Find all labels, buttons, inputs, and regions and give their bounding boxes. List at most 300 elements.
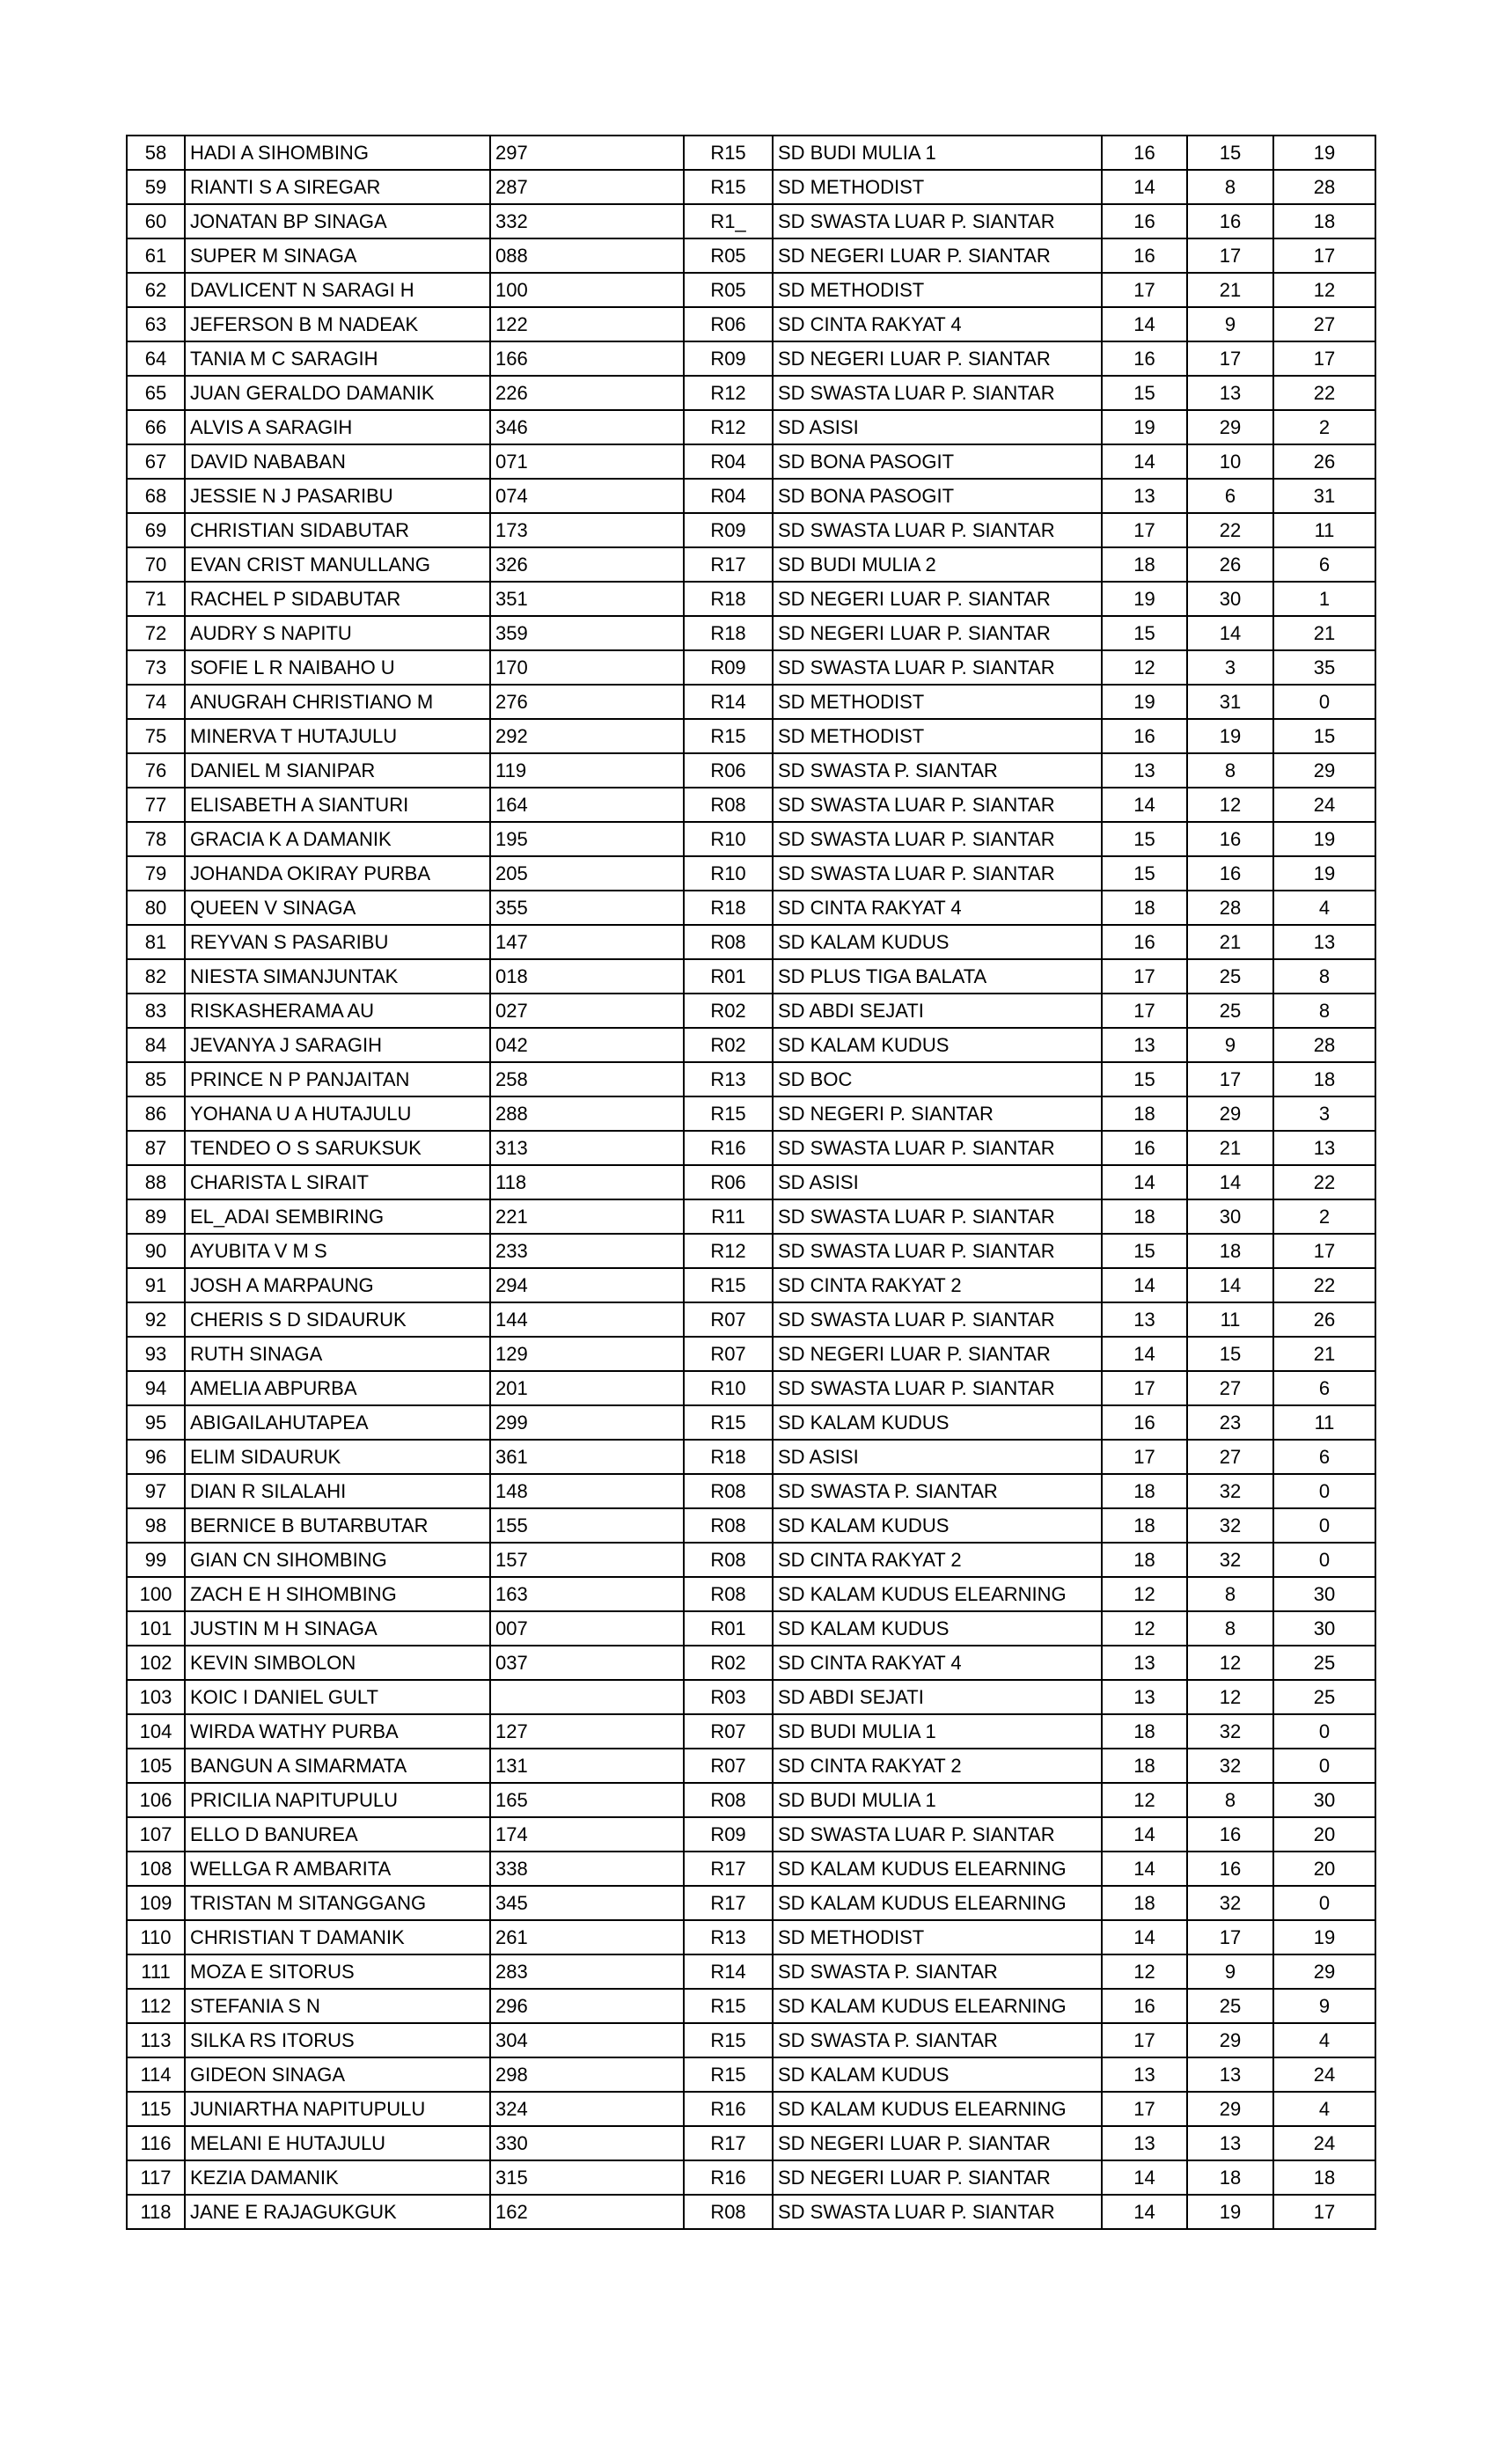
cell-score-2: 17	[1187, 1920, 1273, 1954]
cell-room: R06	[684, 307, 773, 341]
cell-school: SD NEGERI LUAR P. SIANTAR	[773, 1337, 1102, 1371]
cell-score-2: 23	[1187, 1405, 1273, 1440]
cell-name: JEVANYA J SARAGIH	[185, 1028, 490, 1062]
cell-score-2: 13	[1187, 2057, 1273, 2092]
cell-code: 346	[490, 410, 684, 444]
cell-school: SD SWASTA LUAR P. SIANTAR	[773, 2195, 1102, 2229]
cell-score-1: 14	[1102, 1337, 1187, 1371]
cell-number: 97	[127, 1474, 185, 1508]
table-row	[127, 788, 1375, 822]
table-row	[127, 1577, 1375, 1611]
cell-score-2: 25	[1187, 994, 1273, 1028]
cell-score-1: 15	[1102, 1062, 1187, 1096]
cell-score-2: 19	[1187, 2195, 1273, 2229]
cell-school: SD SWASTA LUAR P. SIANTAR	[773, 822, 1102, 856]
cell-score-1: 19	[1102, 582, 1187, 616]
cell-code: 174	[490, 1817, 684, 1852]
cell-school: SD SWASTA LUAR P. SIANTAR	[773, 513, 1102, 547]
cell-score-2: 8	[1187, 1611, 1273, 1646]
cell-name: ELIM SIDAURUK	[185, 1440, 490, 1474]
cell-code: 298	[490, 2057, 684, 2092]
cell-score-3: 0	[1273, 1749, 1375, 1783]
cell-score-3: 0	[1273, 1886, 1375, 1920]
cell-name: EL_ADAI SEMBIRING	[185, 1199, 490, 1234]
cell-room: R16	[684, 2092, 773, 2126]
cell-score-1: 19	[1102, 685, 1187, 719]
table-row	[127, 2126, 1375, 2160]
cell-name: GIDEON SINAGA	[185, 2057, 490, 2092]
cell-score-2: 12	[1187, 788, 1273, 822]
cell-score-2: 29	[1187, 1096, 1273, 1131]
cell-score-1: 13	[1102, 479, 1187, 513]
cell-number: 78	[127, 822, 185, 856]
cell-name: DAVLICENT N SARAGI H	[185, 273, 490, 307]
cell-score-1: 14	[1102, 444, 1187, 479]
cell-score-3: 6	[1273, 1440, 1375, 1474]
cell-score-1: 17	[1102, 513, 1187, 547]
cell-school: SD SWASTA LUAR P. SIANTAR	[773, 788, 1102, 822]
cell-name: REYVAN S PASARIBU	[185, 925, 490, 959]
table-row	[127, 1405, 1375, 1440]
cell-score-2: 28	[1187, 891, 1273, 925]
cell-room: R18	[684, 616, 773, 650]
cell-score-2: 15	[1187, 136, 1273, 170]
cell-name: JUSTIN M H SINAGA	[185, 1611, 490, 1646]
cell-school: SD SWASTA LUAR P. SIANTAR	[773, 204, 1102, 238]
cell-score-2: 18	[1187, 2160, 1273, 2195]
cell-number: 106	[127, 1783, 185, 1817]
cell-score-1: 18	[1102, 1474, 1187, 1508]
cell-name: JUNIARTHA NAPITUPULU	[185, 2092, 490, 2126]
cell-room: R08	[684, 1783, 773, 1817]
cell-score-1: 15	[1102, 616, 1187, 650]
cell-room: R08	[684, 1508, 773, 1543]
cell-name: JANE E RAJAGUKGUK	[185, 2195, 490, 2229]
cell-name: BANGUN A SIMARMATA	[185, 1749, 490, 1783]
table-row	[127, 170, 1375, 204]
cell-room: R15	[684, 1989, 773, 2023]
cell-name: RISKASHERAMA AU	[185, 994, 490, 1028]
cell-code: 119	[490, 753, 684, 788]
cell-score-3: 29	[1273, 1954, 1375, 1989]
cell-code: 071	[490, 444, 684, 479]
cell-name: ALVIS A SARAGIH	[185, 410, 490, 444]
cell-name: HADI A SIHOMBING	[185, 136, 490, 170]
cell-school: SD KALAM KUDUS	[773, 2057, 1102, 2092]
cell-school: SD SWASTA LUAR P. SIANTAR	[773, 1234, 1102, 1268]
cell-name: DANIEL M SIANIPAR	[185, 753, 490, 788]
cell-room: R13	[684, 1920, 773, 1954]
cell-number: 83	[127, 994, 185, 1028]
cell-score-1: 17	[1102, 1371, 1187, 1405]
table-row	[127, 1062, 1375, 1096]
cell-number: 105	[127, 1749, 185, 1783]
cell-school: SD KALAM KUDUS ELEARNING	[773, 1577, 1102, 1611]
cell-number: 82	[127, 959, 185, 994]
cell-school: SD NEGERI LUAR P. SIANTAR	[773, 238, 1102, 273]
cell-code: 162	[490, 2195, 684, 2229]
table-row	[127, 582, 1375, 616]
table-row	[127, 307, 1375, 341]
cell-code: 355	[490, 891, 684, 925]
cell-score-2: 17	[1187, 238, 1273, 273]
table-row	[127, 273, 1375, 307]
cell-room: R15	[684, 2057, 773, 2092]
cell-score-3: 12	[1273, 273, 1375, 307]
cell-name: KEZIA DAMANIK	[185, 2160, 490, 2195]
cell-score-3: 13	[1273, 925, 1375, 959]
cell-school: SD CINTA RAKYAT 4	[773, 1646, 1102, 1680]
cell-school: SD CINTA RAKYAT 4	[773, 307, 1102, 341]
cell-name: JONATAN BP SINAGA	[185, 204, 490, 238]
table-row	[127, 1302, 1375, 1337]
cell-school: SD ABDI SEJATI	[773, 994, 1102, 1028]
cell-room: R03	[684, 1680, 773, 1714]
cell-score-3: 4	[1273, 2023, 1375, 2057]
cell-code: 164	[490, 788, 684, 822]
cell-room: R08	[684, 925, 773, 959]
cell-code: 338	[490, 1852, 684, 1886]
cell-score-3: 2	[1273, 1199, 1375, 1234]
cell-school: SD NEGERI LUAR P. SIANTAR	[773, 616, 1102, 650]
cell-number: 94	[127, 1371, 185, 1405]
cell-name: MOZA E SITORUS	[185, 1954, 490, 1989]
cell-name: SILKA RS ITORUS	[185, 2023, 490, 2057]
cell-score-3: 2	[1273, 410, 1375, 444]
cell-score-2: 8	[1187, 170, 1273, 204]
cell-score-2: 9	[1187, 307, 1273, 341]
table-row	[127, 994, 1375, 1028]
cell-number: 58	[127, 136, 185, 170]
cell-room: R12	[684, 410, 773, 444]
cell-room: R06	[684, 1165, 773, 1199]
cell-score-1: 16	[1102, 238, 1187, 273]
cell-score-2: 9	[1187, 1954, 1273, 1989]
table-row	[127, 685, 1375, 719]
cell-score-1: 18	[1102, 1886, 1187, 1920]
cell-score-2: 16	[1187, 822, 1273, 856]
cell-number: 101	[127, 1611, 185, 1646]
table-row	[127, 891, 1375, 925]
table-row	[127, 2160, 1375, 2195]
cell-score-1: 15	[1102, 822, 1187, 856]
cell-number: 67	[127, 444, 185, 479]
cell-name: GIAN CN SIHOMBING	[185, 1543, 490, 1577]
cell-school: SD KALAM KUDUS	[773, 1028, 1102, 1062]
cell-room: R17	[684, 2126, 773, 2160]
cell-room: R02	[684, 994, 773, 1028]
cell-score-2: 32	[1187, 1749, 1273, 1783]
cell-score-3: 24	[1273, 2057, 1375, 2092]
cell-school: SD KALAM KUDUS ELEARNING	[773, 1989, 1102, 2023]
cell-code: 074	[490, 479, 684, 513]
cell-score-1: 17	[1102, 2092, 1187, 2126]
cell-school: SD METHODIST	[773, 685, 1102, 719]
cell-score-1: 16	[1102, 341, 1187, 376]
cell-score-3: 0	[1273, 1543, 1375, 1577]
cell-score-1: 13	[1102, 1680, 1187, 1714]
cell-number: 72	[127, 616, 185, 650]
cell-number: 77	[127, 788, 185, 822]
cell-score-2: 17	[1187, 341, 1273, 376]
cell-school: SD ABDI SEJATI	[773, 1680, 1102, 1714]
cell-room: R14	[684, 685, 773, 719]
cell-score-2: 21	[1187, 273, 1273, 307]
cell-code: 361	[490, 1440, 684, 1474]
table-row	[127, 136, 1375, 170]
cell-school: SD NEGERI P. SIANTAR	[773, 1096, 1102, 1131]
table-row	[127, 1680, 1375, 1714]
cell-code: 332	[490, 204, 684, 238]
cell-score-2: 31	[1187, 685, 1273, 719]
table-row	[127, 1646, 1375, 1680]
cell-name: AYUBITA V M S	[185, 1234, 490, 1268]
cell-number: 75	[127, 719, 185, 753]
cell-score-2: 29	[1187, 410, 1273, 444]
cell-name: KOIC I DANIEL GULT	[185, 1680, 490, 1714]
cell-score-3: 17	[1273, 1234, 1375, 1268]
cell-room: R17	[684, 1886, 773, 1920]
cell-code: 157	[490, 1543, 684, 1577]
cell-code: 296	[490, 1989, 684, 2023]
cell-score-3: 22	[1273, 1268, 1375, 1302]
cell-room: R10	[684, 822, 773, 856]
cell-code: 173	[490, 513, 684, 547]
cell-score-3: 24	[1273, 788, 1375, 822]
cell-name: JUAN GERALDO DAMANIK	[185, 376, 490, 410]
cell-number: 65	[127, 376, 185, 410]
cell-number: 113	[127, 2023, 185, 2057]
cell-number: 85	[127, 1062, 185, 1096]
cell-score-1: 16	[1102, 1405, 1187, 1440]
cell-score-2: 32	[1187, 1474, 1273, 1508]
cell-score-3: 9	[1273, 1989, 1375, 2023]
cell-score-3: 11	[1273, 1405, 1375, 1440]
cell-code	[490, 1680, 684, 1714]
cell-score-1: 14	[1102, 1852, 1187, 1886]
table-row	[127, 1165, 1375, 1199]
cell-name: WIRDA WATHY PURBA	[185, 1714, 490, 1749]
cell-score-2: 17	[1187, 1062, 1273, 1096]
cell-score-2: 32	[1187, 1543, 1273, 1577]
cell-room: R01	[684, 959, 773, 994]
cell-room: R18	[684, 582, 773, 616]
cell-score-3: 26	[1273, 1302, 1375, 1337]
cell-name: ELISABETH A SIANTURI	[185, 788, 490, 822]
cell-school: SD SWASTA P. SIANTAR	[773, 1954, 1102, 1989]
cell-name: ELLO D BANUREA	[185, 1817, 490, 1852]
cell-score-3: 21	[1273, 1337, 1375, 1371]
cell-room: R12	[684, 1234, 773, 1268]
cell-score-1: 18	[1102, 547, 1187, 582]
table-row	[127, 822, 1375, 856]
cell-school: SD NEGERI LUAR P. SIANTAR	[773, 2160, 1102, 2195]
cell-score-3: 0	[1273, 685, 1375, 719]
cell-number: 59	[127, 170, 185, 204]
cell-school: SD METHODIST	[773, 273, 1102, 307]
cell-score-1: 18	[1102, 1508, 1187, 1543]
cell-score-2: 8	[1187, 753, 1273, 788]
table-row	[127, 1199, 1375, 1234]
cell-number: 84	[127, 1028, 185, 1062]
cell-name: SOFIE L R NAIBAHO U	[185, 650, 490, 685]
cell-score-2: 8	[1187, 1577, 1273, 1611]
cell-code: 304	[490, 2023, 684, 2057]
cell-room: R05	[684, 238, 773, 273]
cell-score-1: 12	[1102, 1611, 1187, 1646]
cell-number: 111	[127, 1954, 185, 1989]
cell-name: EVAN CRIST MANULLANG	[185, 547, 490, 582]
cell-code: 042	[490, 1028, 684, 1062]
cell-school: SD KALAM KUDUS	[773, 1611, 1102, 1646]
cell-number: 100	[127, 1577, 185, 1611]
cell-score-2: 10	[1187, 444, 1273, 479]
table-row	[127, 341, 1375, 376]
cell-name: PRINCE N P PANJAITAN	[185, 1062, 490, 1096]
cell-school: SD SWASTA LUAR P. SIANTAR	[773, 1371, 1102, 1405]
cell-score-1: 15	[1102, 376, 1187, 410]
cell-number: 104	[127, 1714, 185, 1749]
table-body	[127, 136, 1375, 2229]
cell-score-3: 35	[1273, 650, 1375, 685]
cell-name: CHRISTIAN SIDABUTAR	[185, 513, 490, 547]
table-row	[127, 1268, 1375, 1302]
cell-number: 68	[127, 479, 185, 513]
cell-name: WELLGA R AMBARITA	[185, 1852, 490, 1886]
table-row	[127, 1611, 1375, 1646]
cell-name: TENDEO O S SARUKSUK	[185, 1131, 490, 1165]
table-row	[127, 616, 1375, 650]
cell-score-2: 14	[1187, 1268, 1273, 1302]
cell-room: R17	[684, 547, 773, 582]
cell-code: 261	[490, 1920, 684, 1954]
cell-score-1: 16	[1102, 136, 1187, 170]
cell-room: R12	[684, 376, 773, 410]
cell-school: SD ASISI	[773, 410, 1102, 444]
cell-score-2: 32	[1187, 1714, 1273, 1749]
cell-score-2: 16	[1187, 856, 1273, 891]
cell-score-3: 6	[1273, 1371, 1375, 1405]
cell-number: 93	[127, 1337, 185, 1371]
cell-room: R14	[684, 1954, 773, 1989]
cell-school: SD METHODIST	[773, 170, 1102, 204]
cell-score-1: 18	[1102, 1543, 1187, 1577]
cell-score-3: 24	[1273, 2126, 1375, 2160]
cell-score-3: 19	[1273, 856, 1375, 891]
cell-score-3: 17	[1273, 341, 1375, 376]
cell-score-3: 19	[1273, 1920, 1375, 1954]
cell-number: 88	[127, 1165, 185, 1199]
cell-number: 96	[127, 1440, 185, 1474]
cell-room: R15	[684, 1268, 773, 1302]
cell-name: QUEEN V SINAGA	[185, 891, 490, 925]
cell-name: BERNICE B BUTARBUTAR	[185, 1508, 490, 1543]
cell-score-1: 14	[1102, 1268, 1187, 1302]
cell-score-1: 14	[1102, 788, 1187, 822]
cell-room: R09	[684, 1817, 773, 1852]
cell-number: 71	[127, 582, 185, 616]
cell-room: R17	[684, 1852, 773, 1886]
cell-room: R01	[684, 1611, 773, 1646]
cell-name: DIAN R SILALAHI	[185, 1474, 490, 1508]
cell-code: 027	[490, 994, 684, 1028]
cell-score-3: 29	[1273, 753, 1375, 788]
cell-room: R10	[684, 856, 773, 891]
cell-score-1: 12	[1102, 1577, 1187, 1611]
cell-score-2: 27	[1187, 1371, 1273, 1405]
cell-code: 283	[490, 1954, 684, 1989]
cell-score-1: 16	[1102, 204, 1187, 238]
cell-name: ABIGAILAHUTAPEA	[185, 1405, 490, 1440]
cell-room: R08	[684, 1474, 773, 1508]
cell-number: 76	[127, 753, 185, 788]
cell-school: SD KALAM KUDUS ELEARNING	[773, 1852, 1102, 1886]
cell-name: CHARISTA L SIRAIT	[185, 1165, 490, 1199]
cell-code: 170	[490, 650, 684, 685]
cell-score-1: 19	[1102, 410, 1187, 444]
cell-score-3: 27	[1273, 307, 1375, 341]
cell-score-1: 14	[1102, 1817, 1187, 1852]
table-row	[127, 925, 1375, 959]
cell-code: 147	[490, 925, 684, 959]
cell-room: R06	[684, 753, 773, 788]
cell-score-1: 12	[1102, 1783, 1187, 1817]
cell-number: 87	[127, 1131, 185, 1165]
cell-number: 73	[127, 650, 185, 685]
cell-score-2: 27	[1187, 1440, 1273, 1474]
cell-school: SD SWASTA P. SIANTAR	[773, 1474, 1102, 1508]
cell-score-1: 12	[1102, 650, 1187, 685]
cell-score-2: 30	[1187, 582, 1273, 616]
cell-name: JOHANDA OKIRAY PURBA	[185, 856, 490, 891]
cell-number: 90	[127, 1234, 185, 1268]
cell-name: KEVIN SIMBOLON	[185, 1646, 490, 1680]
cell-score-3: 22	[1273, 376, 1375, 410]
cell-school: SD SWASTA P. SIANTAR	[773, 753, 1102, 788]
cell-score-2: 32	[1187, 1886, 1273, 1920]
cell-room: R09	[684, 513, 773, 547]
cell-score-3: 13	[1273, 1131, 1375, 1165]
cell-code: 292	[490, 719, 684, 753]
cell-school: SD CINTA RAKYAT 2	[773, 1543, 1102, 1577]
cell-room: R11	[684, 1199, 773, 1234]
cell-name: RACHEL P SIDABUTAR	[185, 582, 490, 616]
cell-score-1: 12	[1102, 1954, 1187, 1989]
cell-number: 98	[127, 1508, 185, 1543]
cell-school: SD SWASTA LUAR P. SIANTAR	[773, 1199, 1102, 1234]
cell-number: 64	[127, 341, 185, 376]
cell-code: 122	[490, 307, 684, 341]
cell-school: SD SWASTA LUAR P. SIANTAR	[773, 650, 1102, 685]
cell-code: 326	[490, 547, 684, 582]
cell-score-2: 14	[1187, 1165, 1273, 1199]
cell-score-2: 16	[1187, 1817, 1273, 1852]
cell-name: ZACH E H SIHOMBING	[185, 1577, 490, 1611]
cell-name: JOSH A MARPAUNG	[185, 1268, 490, 1302]
cell-score-3: 18	[1273, 1062, 1375, 1096]
cell-code: 155	[490, 1508, 684, 1543]
cell-room: R10	[684, 1371, 773, 1405]
cell-score-3: 3	[1273, 1096, 1375, 1131]
cell-number: 62	[127, 273, 185, 307]
table-row	[127, 1096, 1375, 1131]
cell-room: R04	[684, 444, 773, 479]
cell-score-2: 3	[1187, 650, 1273, 685]
cell-name: JESSIE N J PASARIBU	[185, 479, 490, 513]
cell-school: SD BONA PASOGIT	[773, 444, 1102, 479]
table-row	[127, 376, 1375, 410]
cell-number: 110	[127, 1920, 185, 1954]
